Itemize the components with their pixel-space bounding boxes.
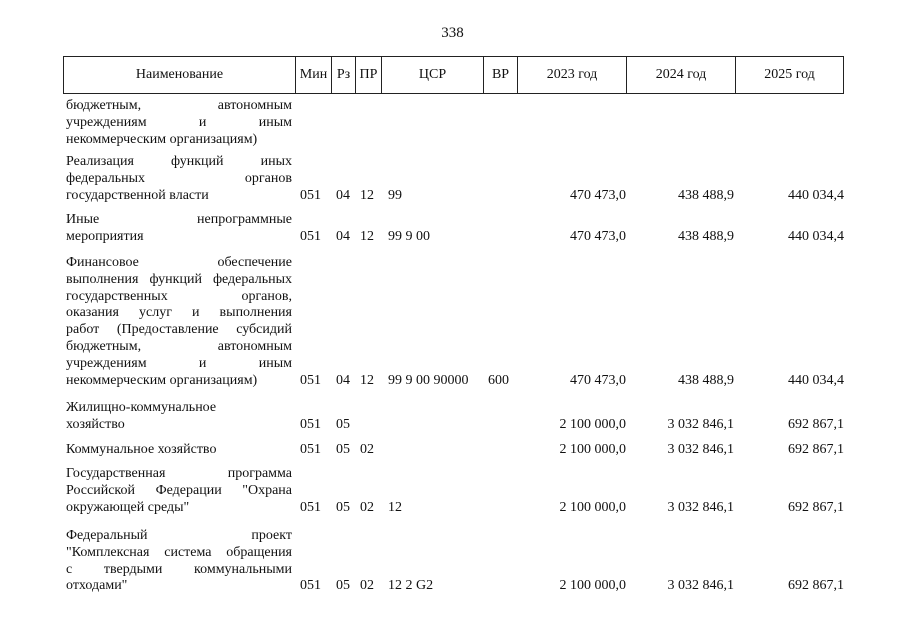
header-rz: Рз <box>332 57 356 93</box>
row-year-2025: 440 034,4 <box>788 372 844 388</box>
row-name-line: государственной власти <box>66 187 209 203</box>
row-year-2024: 3 032 846,1 <box>667 442 734 457</box>
row-year-2024: 3 032 846,1 <box>667 499 734 515</box>
row-name-line: Финансовое обеспечение <box>66 255 292 270</box>
row-name-line: учреждениям и иным <box>66 114 292 130</box>
row-name-line: Реализация функций иных <box>66 154 292 169</box>
row-name-line: отходами" <box>66 578 128 594</box>
row-name-line: оказания услуг и выполнения <box>66 305 292 321</box>
table-header <box>63 56 844 94</box>
row-name-line: окружающей среды" <box>66 499 190 515</box>
row-name <box>66 442 292 459</box>
row-year-2024: 3 032 846,1 <box>667 416 734 432</box>
row-year-2024: 438 488,9 <box>678 372 734 388</box>
page-number: 338 <box>441 25 464 41</box>
row-csr: 12 2 G2 <box>388 578 434 594</box>
row-year-2024: 3 032 846,1 <box>667 578 734 594</box>
row-year-2023: 470 473,0 <box>570 187 626 203</box>
row-year-2025: 692 867,1 <box>788 442 844 457</box>
row-name <box>66 466 292 516</box>
row-year-2023: 2 100 000,0 <box>559 416 626 432</box>
row-pr: 02 <box>360 578 374 594</box>
row-name-line: некоммерческим организациям) <box>66 131 258 147</box>
row-name <box>66 528 292 595</box>
row-year-2025: 440 034,4 <box>788 228 844 244</box>
row-rz: 05 <box>336 578 350 594</box>
row-name-line: Жилищно-коммунальное <box>66 400 217 415</box>
row-year-2025: 692 867,1 <box>788 578 844 594</box>
header-pr: ПР <box>356 57 382 93</box>
row-name-line: бюджетным, автономным <box>66 98 292 113</box>
row-name-line: Иные непрограммные <box>66 212 292 227</box>
row-csr: 99 9 00 90000 <box>388 372 469 388</box>
row-csr: 99 <box>388 187 402 203</box>
row-rz: 04 <box>336 372 350 388</box>
row-year-2023: 2 100 000,0 <box>559 442 626 457</box>
row-year-2024: 438 488,9 <box>678 228 734 244</box>
row-name-line: бюджетным, автономным <box>66 338 292 354</box>
row-pr: 12 <box>360 228 374 244</box>
row-year-2025: 692 867,1 <box>788 499 844 515</box>
row-pr: 12 <box>360 372 374 388</box>
header-2025: 2025 год <box>764 67 815 82</box>
row-name-line: с твердыми коммунальными <box>66 561 292 577</box>
row-year-2023: 2 100 000,0 <box>559 578 626 594</box>
row-name <box>66 400 292 434</box>
row-name-line: Государственная программа <box>66 466 292 481</box>
row-name <box>66 212 292 246</box>
row-year-2025: 692 867,1 <box>788 416 844 432</box>
row-rz: 05 <box>336 442 350 457</box>
row-csr: 99 9 00 <box>388 228 430 244</box>
row-year-2023: 470 473,0 <box>570 372 626 388</box>
row-name <box>66 98 292 148</box>
row-min: 051 <box>300 499 321 515</box>
header-vr: ВР <box>484 57 518 93</box>
header-csr: ЦСР <box>382 57 484 93</box>
row-name-line: мероприятия <box>66 228 144 244</box>
row-name-line: хозяйство <box>66 416 125 432</box>
row-name-line: Российской Федерации "Охрана <box>66 482 292 498</box>
header-2024: 2024 год <box>627 57 736 93</box>
row-year-2025: 440 034,4 <box>788 187 844 203</box>
row-year-2023: 470 473,0 <box>570 228 626 244</box>
row-name-line: федеральных органов <box>66 170 292 186</box>
row-name <box>66 154 292 204</box>
row-rz: 05 <box>336 499 350 515</box>
header-min: Мин <box>296 57 332 93</box>
header-name: Наименование <box>64 57 296 93</box>
row-min: 051 <box>300 372 321 388</box>
row-rz: 04 <box>336 187 350 203</box>
row-name-line: выполнения функций федеральных <box>66 271 292 287</box>
row-year-2023: 2 100 000,0 <box>559 499 626 515</box>
row-name-line: работ (Предоставление субсидий <box>66 322 292 338</box>
row-min: 051 <box>300 228 321 244</box>
row-min: 051 <box>300 442 321 457</box>
row-name-line: "Комплексная система обращения <box>66 544 292 560</box>
row-min: 051 <box>300 578 321 594</box>
row-csr: 12 <box>388 499 402 515</box>
row-pr: 02 <box>360 442 374 457</box>
row-vr: 600 <box>488 372 509 388</box>
row-name-line: государственных органов, <box>66 288 292 304</box>
row-name <box>66 255 292 389</box>
row-pr: 12 <box>360 187 374 203</box>
row-name-line: учреждениям и иным <box>66 355 292 371</box>
row-pr: 02 <box>360 499 374 515</box>
row-rz: 05 <box>336 416 350 432</box>
row-year-2024: 438 488,9 <box>678 187 734 203</box>
row-min: 051 <box>300 416 321 432</box>
row-name-line: Федеральный проект <box>66 528 292 543</box>
header-2023: 2023 год <box>518 57 627 93</box>
row-rz: 04 <box>336 228 350 244</box>
row-name-line: некоммерческим организациям) <box>66 372 258 388</box>
row-min: 051 <box>300 187 321 203</box>
row-name-line: Коммунальное хозяйство <box>66 442 217 457</box>
